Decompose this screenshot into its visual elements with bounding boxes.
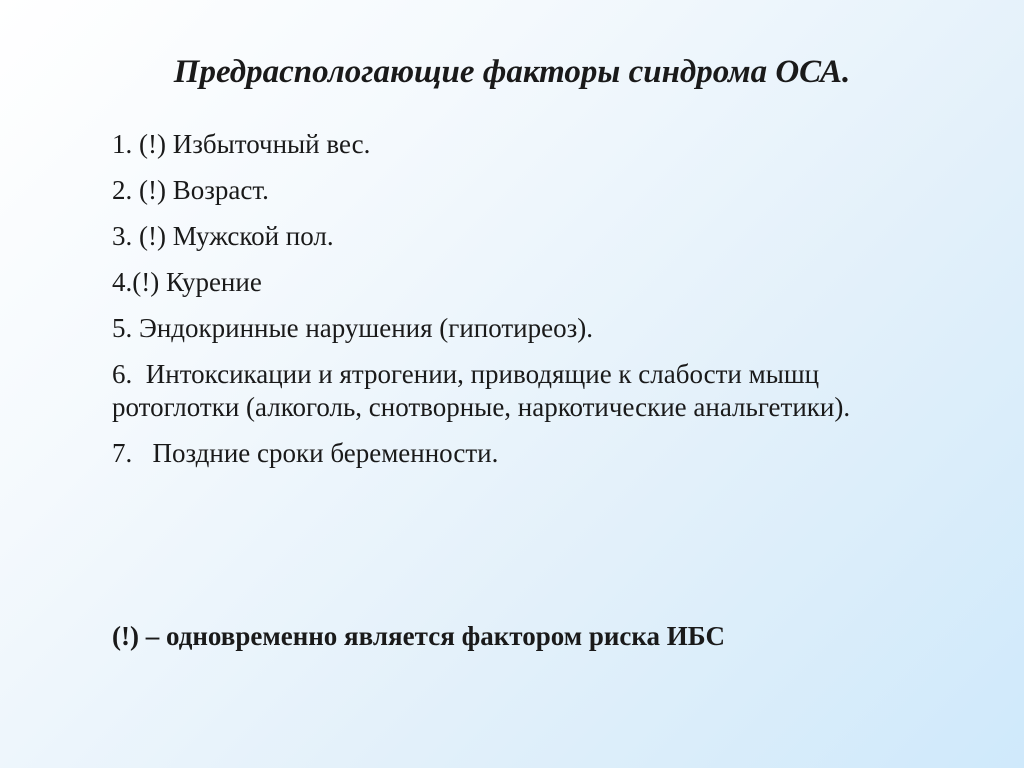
list-item: 1. (!) Избыточный вес.	[112, 129, 371, 159]
list-item: 6. Интоксикации и ятрогении, приводящие к слабости мышц ротоглотки (алкоголь, снотворные, наркотические анальгетики).	[112, 359, 851, 422]
factor-list	[112, 128, 932, 483]
list-item: 2. (!) Возраст.	[112, 175, 269, 205]
footnote: (!) – одновременно является фактором риска ИБС	[112, 621, 725, 651]
list-item: 7. Поздние сроки беременности.	[112, 438, 499, 468]
list-item: 5. Эндокринные нарушения (гипотиреоз).	[112, 313, 594, 343]
list-item: 4.(!) Курение	[112, 267, 262, 297]
slide-title: Предраспологающие факторы синдрома ОСА.	[173, 54, 851, 90]
list-item: 3. (!) Мужской пол.	[112, 221, 334, 251]
